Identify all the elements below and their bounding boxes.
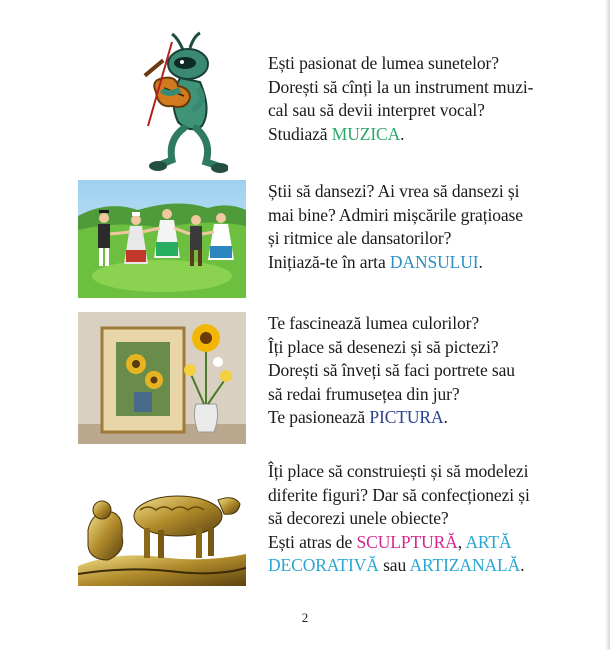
sculpture-line-4 — [268, 531, 568, 555]
painting-tail: . — [443, 407, 448, 427]
golden-sheep-sculpture-icon — [78, 470, 246, 586]
dance-text — [268, 180, 568, 274]
dance-line-2: mai bine? Admiri mișcările grațioase — [268, 204, 523, 225]
sculpture-lead: Ești atras de — [268, 531, 357, 552]
sunflower-painting-icon — [78, 312, 246, 444]
sculpture-mid: sau — [378, 555, 410, 575]
music-lead: Studiază — [268, 123, 332, 144]
dance-tail: . — [478, 251, 483, 272]
music-highlight: MUZICA — [331, 123, 401, 144]
painting-lead: Te pasionează — [268, 407, 370, 427]
sculpture-text — [268, 460, 568, 578]
music-text — [268, 52, 568, 146]
painting-line-4: să redai frumusețea din jur? — [268, 383, 460, 404]
dance-line-4 — [268, 251, 568, 275]
dance-lead: Inițiază-te în arta — [268, 251, 390, 272]
music-tail: . — [400, 123, 405, 144]
dance-highlight: DANSULUI — [389, 251, 479, 272]
violin-ant-icon — [128, 30, 228, 176]
painting-line-1: Te fascinează lumea culorilor? — [268, 313, 479, 333]
music-line-3: cal sau să devii interpret vocal? — [268, 100, 485, 120]
sculpture-highlight-2: ARTĂ — [465, 531, 512, 552]
painting-line-5 — [268, 406, 568, 430]
painting-text — [268, 312, 568, 430]
dance-line-3: și ritmice ale dansatorilor? — [268, 228, 452, 248]
page-number: 2 — [301, 610, 309, 625]
painting-line-2: Îți place să desenezi și să pictezi? — [268, 336, 499, 357]
music-line-4 — [268, 123, 568, 147]
sculpture-highlight: SCULPTURĂ — [356, 531, 458, 552]
music-line-1: Ești pasionat de lumea sunetelor? — [268, 53, 499, 73]
sculpture-highlight-3: DECORATIVĂ — [268, 555, 379, 575]
painting-line-3: Dorești să înveți să faci portrete sau — [268, 360, 515, 380]
sculpture-line-3: să decorezi unele obiecte? — [268, 508, 449, 528]
sculpture-line-1: Îți place să construiești și să modelezi — [268, 461, 529, 481]
sculpture-line-5 — [268, 554, 568, 578]
folk-dance-icon — [78, 180, 246, 298]
sculpture-highlight-4: ARTIZANALĂ — [409, 555, 521, 575]
sculpture-tail: . — [520, 555, 525, 575]
dance-line-1: Știi să dansezi? Ai vrea să dansezi și — [268, 181, 520, 201]
sculpture-line-2: diferite figuri? Dar să confecționezi și — [268, 484, 530, 505]
painting-highlight: PICTURA — [369, 407, 444, 427]
page-edge — [605, 0, 610, 650]
sculpture-sep: , — [457, 531, 466, 552]
music-line-2: Dorești să cînți la un instrument muzi- — [268, 76, 534, 97]
